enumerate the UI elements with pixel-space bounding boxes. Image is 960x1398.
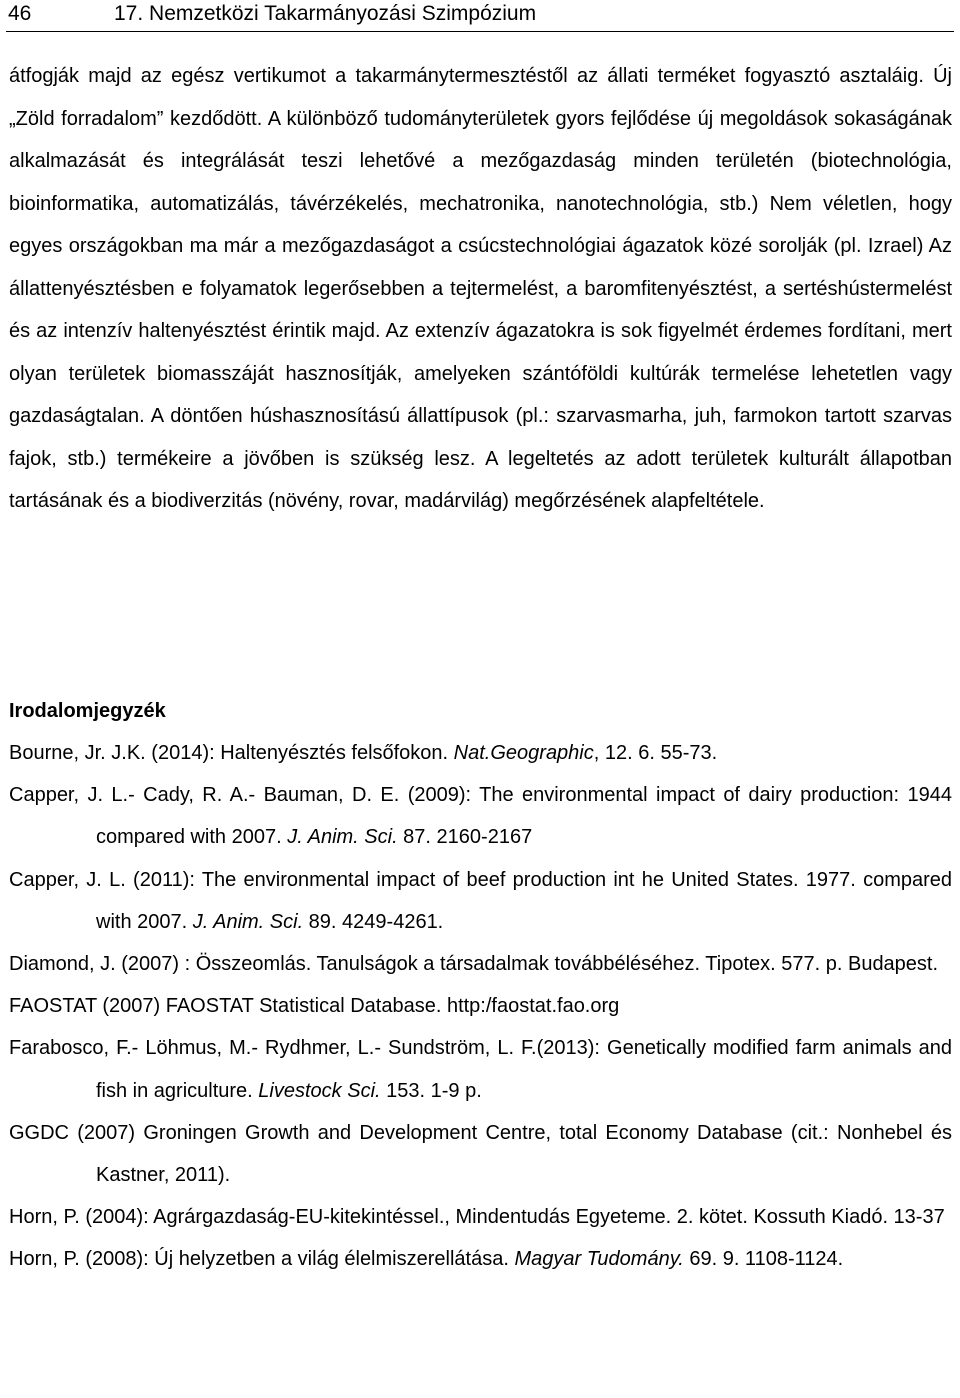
reference-text: Bourne, Jr. J.K. (2014): Haltenyésztés felsőfokon. [9, 742, 454, 764]
reference-details: 89. 4249-4261. [303, 910, 444, 933]
reference-list [9, 732, 952, 1281]
reference-item [9, 943, 952, 985]
reference-item [9, 774, 952, 858]
reference-journal: Magyar Tudomány. [514, 1248, 684, 1271]
reference-journal: Livestock Sci. [258, 1079, 381, 1102]
reference-details: 153. 1-9 p. [380, 1079, 482, 1102]
reference-details: 69. 9. 1108-1124. [683, 1248, 844, 1271]
body-paragraph: átfogják majd az egész vertikumot a takarmánytermesztéstől az állati terméket fogyasztó asztaláig. Új „Zöld forradalom” kezdődött. A különböző tudományterületek gyors fejlődése új megoldások sokaságának alkalmazását és integrálását teszi lehetővé a mezőgazdaság minden területén (biotechnológia, bioinformatika, automatizálás, távérzékelés, mechatronika, nanotechnológia, stb.) Nem véletlen, hogy egyes országokban ma már a mezőgazdaságot a csúcstechnológiai ágazatok közé sorolják (pl. Izrael) Az állattenyésztésben e folyamatok legerősebben a tejtermelést, a baromfitenyésztést, a sertéshústermelést és az intenzív haltenyésztést érintik majd. Az extenzív ágazatokra is sok figyelmét érdemes fordítani, mert olyan területek biomasszáját hasznosítják, amelyeken szántóföldi kultúrák termelése lehetetlen vagy gazdaságtalan. A döntően húshasznosítású állattípusok (pl.: szarvasmarha, juh, farmokon tartott szarvas fajok, stb.) termékeire a jövőben is szükség lesz. A legeltetés az adott területek kulturált állapotban tartásának és a biodiverzitás (növény, rovar, madárvilág) megőrzésének alapfeltétele. [9, 65, 952, 512]
reference-journal: Nat.Geographic [453, 742, 594, 764]
reference-text: FAOSTAT (2007) FAOSTAT Statistical Database. http:/faostat.fao.org [9, 995, 620, 1018]
reference-text: Horn, P. (2008): Új helyzetben a világ élelmiszerellátása. [9, 1248, 515, 1271]
reference-journal: J. Anim. Sci. [192, 910, 304, 933]
reference-item [9, 985, 952, 1027]
reference-item [9, 732, 952, 774]
reference-text: Horn, P. (2004): Agrárgazdaság-EU-kitekintéssel., Mindentudás Egyeteme. 2. kötet. Kossuth Kiadó. 13-37 [9, 1206, 945, 1229]
reference-text: GGDC (2007) Groningen Growth and Development Centre, total Economy Database (cit.: Nonhebel és Kastner, 2011). [9, 1121, 952, 1187]
reference-item [9, 1112, 952, 1196]
page-header [6, 0, 954, 32]
reference-details: , 12. 6. 55-73. [593, 742, 718, 764]
reference-text: Capper, J. L.- Cady, R. A.- Bauman, D. E. (2009): The environmental impact of dairy production: 1944 compared with 2007. [9, 784, 952, 849]
reference-item [9, 1027, 952, 1111]
page-number: 46 [8, 2, 32, 25]
reference-text: Diamond, J. (2007) : Összeomlás. Tanulságok a társadalmak továbbéléséhez. Tipotex. 577. p. Budapest. [9, 953, 939, 976]
reference-item [9, 1196, 952, 1238]
running-title: 17. Nemzetközi Takarmányozási Szimpózium [114, 2, 537, 25]
reference-item [9, 1238, 952, 1280]
references-heading: Irodalomjegyzék [9, 700, 166, 722]
reference-journal: J. Anim. Sci. [287, 826, 398, 849]
reference-text: Capper, J. L. (2011): The environmental impact of beef production int he United States. 1977. compared with 2007. [9, 868, 952, 933]
reference-details: 87. 2160-2167 [397, 826, 533, 849]
reference-item [9, 859, 952, 943]
reference-text: Farabosco, F.- Löhmus, M.- Rydhmer, L.- Sundström, L. F.(2013): Genetically modified farm animals and fish in agriculture. [9, 1037, 952, 1102]
